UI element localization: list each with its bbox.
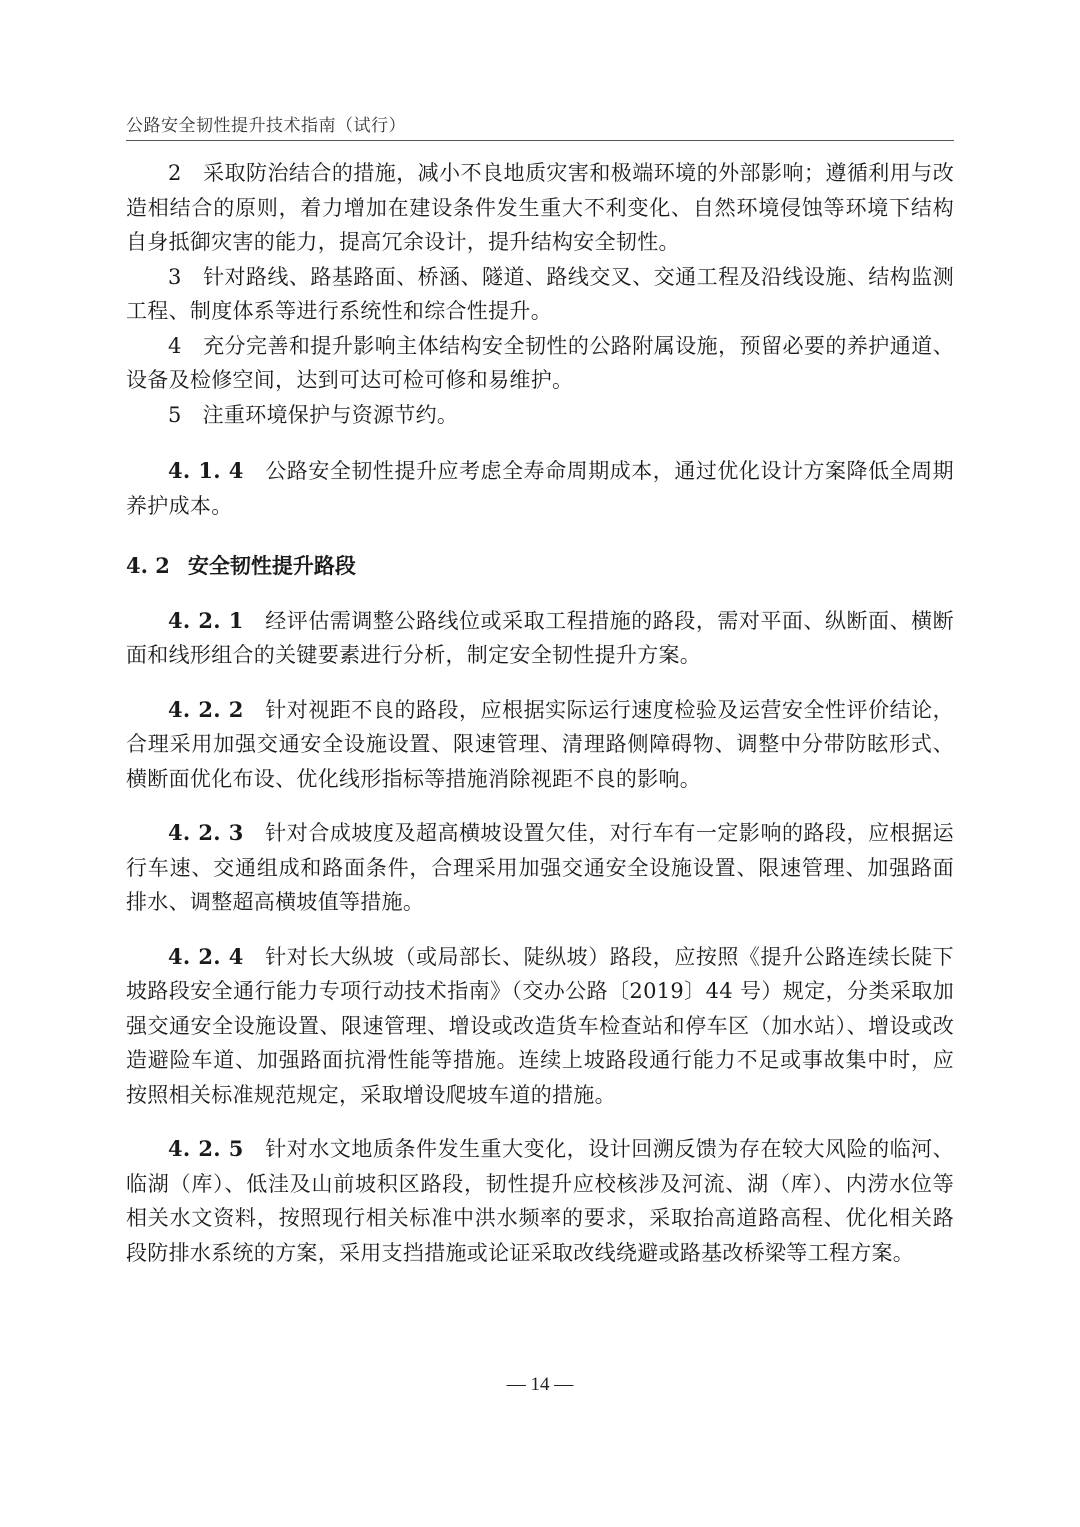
list-item-number: 2 <box>168 161 182 185</box>
section-heading <box>126 549 954 584</box>
clause-text: 经评估需调整公路线位或采取工程措施的路段，需对平面、纵断面、横断面和线形组合的关键要素进行分析，制定安全韧性提升方案。 <box>126 608 954 667</box>
clause-number: 4. 2. 1 <box>168 607 244 633</box>
clause-text: 针对长大纵坡（或局部长、陡纵坡）路段，应按照《提升公路连续长陡下坡路段安全通行能力专项行动技术指南》（交办公路〔2019〕44 号）规定，分类采取加强交通安全设施设置、限速管理、增设或改造货车检查站和停车区（加水站）、增设或改造避险车道、加强路面抗滑性能等措施。连续上坡路段通行能力不足或事故集中时，应按照相关标准规范规定，采取增设爬坡车道的措施。 <box>126 944 954 1107</box>
header-rule <box>126 140 954 141</box>
clause-4-2-2 <box>126 693 954 797</box>
list-item <box>126 260 954 329</box>
clause-4-2-5 <box>126 1132 954 1270</box>
section-number: 4. 2 <box>126 553 170 578</box>
list-item <box>126 329 954 398</box>
list-item <box>126 156 954 260</box>
list-item-text: 针对路线、路基路面、桥涵、隧道、路线交叉、交通工程及沿线设施、结构监测工程、制度体系等进行系统性和综合性提升。 <box>126 264 954 323</box>
clause-text: 公路安全韧性提升应考虑全寿命周期成本，通过优化设计方案降低全周期养护成本。 <box>126 459 954 518</box>
list-item-text: 采取防治结合的措施，减小不良地质灾害和极端环境的外部影响；遵循利用与改造相结合的原则，着力增加在建设条件发生重大不利变化、自然环境侵蚀等环境下结构自身抵御灾害的能力，提高冗余设计，提升结构安全韧性。 <box>126 161 954 254</box>
list-item-number: 4 <box>168 333 182 358</box>
page-number: — 14 — <box>506 1374 574 1395</box>
clause-text: 针对水文地质条件发生重大变化，设计回溯反馈为存在较大风险的临河、临湖（库）、低洼及山前坡积区路段，韧性提升应校核涉及河流、湖（库）、内涝水位等相关水文资料，按照现行相关标准中洪水频率的要求，采取抬高道路高程、优化相关路段防排水系统的方案，采用支挡措施或论证采取改线绕避或路基改桥梁等工程方案。 <box>126 1137 954 1265</box>
clause-4-2-3 <box>126 816 954 920</box>
list-item-number: 3 <box>168 264 182 289</box>
clause-number: 4. 2. 3 <box>168 820 244 845</box>
clause-number: 4. 1. 4 <box>168 458 244 483</box>
clause-number: 4. 2. 2 <box>168 696 244 722</box>
list-item-text: 注重环境保护与资源节约。 <box>202 402 459 427</box>
list-item-text: 充分完善和提升影响主体结构安全韧性的公路附属设施，预留必要的养护通道、设备及检修空间，达到可达可检可修和易维护。 <box>126 333 954 392</box>
clause-4-2-1 <box>126 604 954 673</box>
running-header: 公路安全韧性提升技术指南（试行） <box>126 116 406 136</box>
page-body <box>126 156 954 1270</box>
section-title: 安全韧性提升路段 <box>187 554 356 578</box>
clause-text: 针对合成坡度及超高横坡设置欠佳，对行车有一定影响的路段，应根据运行车速、交通组成和路面条件，合理采用加强交通安全设施设置、限速管理、加强路面排水、调整超高横坡值等措施。 <box>126 821 954 914</box>
clause-4-1-4 <box>126 454 954 523</box>
clause-number: 4. 2. 4 <box>168 943 244 969</box>
list-item <box>126 398 954 433</box>
list-item-number: 5 <box>168 402 182 427</box>
clause-text: 针对视距不良的路段，应根据实际运行速度检验及运营安全性评价结论，合理采用加强交通安全设施设置、限速管理、清理路侧障碍物、调整中分带防眩形式、横断面优化布设、优化线形指标等措施消除视距不良的影响。 <box>126 697 954 791</box>
clause-4-2-4 <box>126 940 954 1113</box>
clause-number: 4. 2. 5 <box>168 1136 244 1161</box>
